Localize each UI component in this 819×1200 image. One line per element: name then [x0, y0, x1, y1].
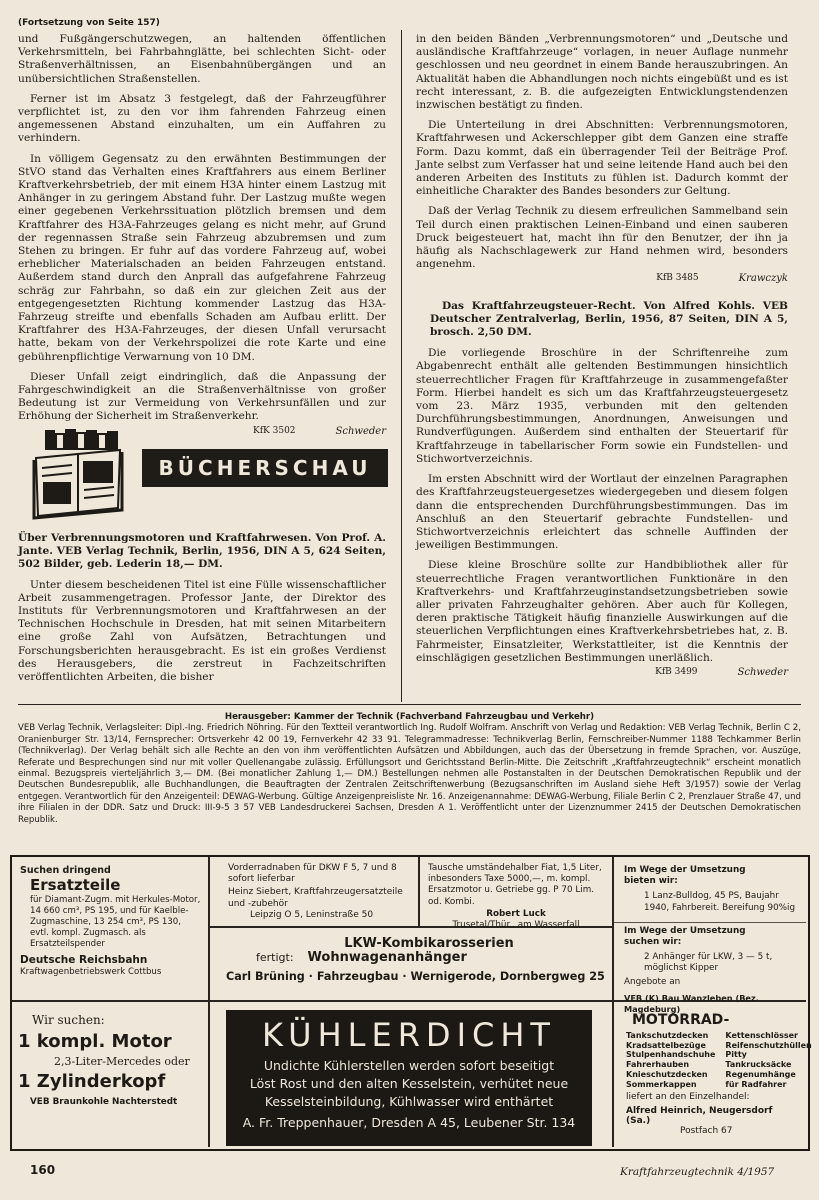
ad-body: für Diamant-Zugm. mit Herkules-Motor, 14 660 cm³, PS 195, und für Kaelble-Zugmaschine, 13 254 cm³, PS 130, evtl. kompl. Zugmasch. als Ersatzteilspender [30, 895, 201, 949]
ad-firm: VEB Braunkohle Nachterstedt [30, 1096, 178, 1107]
ads-divider [418, 857, 420, 926]
ad-vorderradnaben [228, 863, 408, 921]
ad-line: Vorderradnaben für DKW F 5, 7 und 8 sofort lieferbar [228, 863, 397, 885]
signature-name: Schweder [737, 666, 788, 678]
ad-item-columns [626, 1030, 812, 1090]
ad-tausche-fiat [428, 863, 604, 931]
ad-line: Wohnwagenanhänger [307, 950, 467, 966]
left-column [18, 33, 386, 446]
paragraph: Dieser Unfall zeigt eindringlich, daß die Anpassung der Fahrgeschwindigkeit an die Straßenverhältnisse von großer Bedeutung ist zur Vermeidung von Verkehrsunfällen und zur Erhöhung der Sicherheit im Straßenverkehr. [18, 370, 386, 423]
signature-name: Schweder [335, 425, 386, 437]
column-divider [401, 30, 402, 702]
ads-divider [612, 857, 614, 1147]
list-item: Pitty [725, 1050, 747, 1060]
ad-line: Kesselsteinbildung, Kühlwasser wird enthärtet [264, 1094, 554, 1109]
list-item: Reifenschutzhüllen [725, 1040, 812, 1050]
ad-address: Leipzig O 5, Leninstraße 50 [250, 909, 374, 920]
list-item: Sommerkappen [626, 1079, 697, 1089]
section-banner: BÜCHERSCHAU [142, 449, 388, 487]
list-item: Knieschutzdecken [626, 1069, 708, 1079]
paragraph: Ferner ist im Absatz 3 festgelegt, daß der Fahrzeugführer verpflichtet ist, zu den vor ihm fahrenden Fahrzeug einen angemessenen Abstand einzuhalten, um ein Auffahren zu verhindern. [18, 92, 386, 145]
ad-heading: Im Wege der Umsetzung bieten wir: [624, 865, 746, 887]
imprint [18, 712, 801, 826]
signature-code: KfB 3499 [655, 666, 698, 677]
ad-firm: VEB (K) Bau Wanzleben (Bez. Magdeburg) [624, 992, 759, 1015]
ad-line: fertigt: [256, 951, 294, 965]
ad-line: Suchen dringend [20, 865, 111, 876]
ad-line: 1 Zylinderkopf [18, 1070, 166, 1092]
ad-ersatzteile [20, 865, 202, 978]
list-item: Kettenschlösser [725, 1030, 798, 1040]
list-item: für Radfahrer [725, 1079, 787, 1089]
list-item: Tankschutzdecken [626, 1030, 709, 1040]
ad-body: 1 Lanz-Bulldog, 45 PS, Baujahr 1940, Fahrbereit. Bereifung 90%ig [644, 891, 796, 913]
ad-item-list [725, 1031, 811, 1090]
signature-code: KfK 3502 [252, 425, 296, 436]
ad-item-list [626, 1031, 715, 1090]
ad-address: Kraftwagenbetriebswerk Cottbus [20, 966, 162, 977]
journal-name: Kraftfahrzeugtechnik 4/1957 [620, 1166, 775, 1178]
right-column [416, 33, 788, 687]
list-item: Stulpenhandschuhe [626, 1050, 716, 1060]
ad-kuehlerdicht [226, 1010, 592, 1146]
ad-line: A. Fr. Treppenhauer, Dresden A 45, Leubener Str. 134 [242, 1115, 576, 1130]
paragraph: in den beiden Bänden „Verbrennungsmotoren“ und „Deutsche und ausländische Kraftfahrzeuge“ vorlagen, in neuer Auflage nunmehr geschlossen und neu geordnet in einem Bande herauszubringen. An Aktualität haben die Abhandlungen noch nichts eingebüßt und es ist recht interessant, z. B. die aufgezeigten Entwicklungstendenzen inzwischen bestätigt zu finden. [416, 33, 788, 112]
signature [416, 666, 788, 679]
ad-kombikarosserien [214, 938, 608, 983]
paragraph: Die vorliegende Broschüre in der Schriftenreihe zum Abgabenrecht enthält alle geltenden Bestimmungen hinsichtlich steuerrechtlicher Fragen für Kraftfahrzeuge in zusammengefaßter Form. Hierbei handelt es sich um das Kraftfahrzeugsteuergesetz vom 23. März 1935, verbunden mit den geltenden Durchführungsbestimmungen, Anordnungen, Anweisungen und Rundverfügungen. Außerdem sind enthalten der Steuertarif für Kraftfahrzeuge in tabellarischer Form sowie ein Fundstellen- und Stichwortverzeichnis. [416, 347, 788, 465]
ad-address: Trusetal/Thür., am Wasserfall [452, 920, 580, 931]
paragraph: Im ersten Abschnitt wird der Wortlaut der einzelnen Paragraphen des Kraftfahrzeugsteuergesetzes wiedergegeben und diesem folgen dann die entsprechenden Durchführungsbestimmungen. Das im Anschluß an den Steuertarif gebrachte Fundstellen- und Stichwortverzeichnis erleichtert das schnelle Auffinden der jeweiligen Bestimmungen. [416, 473, 788, 552]
ad-firm: Heinz Siebert, Kraftfahrzeugersatzteile und -zubehör [228, 887, 403, 909]
list-item: Tankrucksäcke [725, 1060, 792, 1070]
paragraph: Unter diesem bescheidenen Titel ist eine Fülle wissenschaftlicher Arbeit zusammengetragen. Professor Jante, der Direktor des Instituts für Verbrennungsmotoren und Kraftfahrwesen an der Technischen Hochschule in Dresden, hat mit seinen Mitarbeitern eine große Zahl von Aufsätzen, Betrachtungen und Forschungsberichten herausgebracht. Es ist ein großes Verdienst des Herausgebers, die zerstreut in Fachzeitschriften veröffentlichten Arbeiten, die bisher [18, 578, 386, 684]
signature-code: KfB 3485 [656, 273, 699, 284]
ad-address: Postfach 67 [680, 1125, 733, 1136]
ad-motorrad [626, 1012, 812, 1137]
ad-row [214, 950, 608, 966]
ad-umsetzung [624, 865, 796, 1015]
ad-heading: Im Wege der Umsetzung suchen wir: [624, 925, 746, 948]
ad-line: Carl Brüning · Fahrzeugbau · Wernigerode, Dornbergweg 25 [226, 970, 605, 984]
paragraph: In völligem Gegensatz zu den erwähnten Bestimmungen der StVO stand das Verhalten eines Kraftfahrers aus einem Berliner Kraftverkehrsbetrieb, der mit einem H3A hinter einem Lastzug mit Anhänger in zu geringem Abstand fuhr. Der Lastzug mußte wegen einer gegebenen Verkehrssituation plötzlich bremsen und dem Kraftfahrer des H3A-Fahrzeuges gelang es nicht mehr, auf Grund der regennassen Straße sein Fahrzeug abzubremsen und zum Stehen zu bringen. Er fuhr auf das vordere Fahrzeug auf, wobei erheblicher Materialschaden an beiden Fahrzeugen entstand. Außerdem stand durch den Anprall das aufgefahrene Fahrzeug schräg zur Fahrbahn, so daß ein zur gleichen Zeit aus der entgegengesetzten Richtung kommender Lastzug das H3A-Fahrzeug streifte und ebenfalls Schaden am Aufbau erlitt. Der Kraftfahrer des H3A-Fahrzeuges, der diesen Unfall verursacht hatte, bekam von der Verkehrspolizei die rote Karte und eine gebührenpflichtige Verwarnung von 10 DM. [18, 152, 386, 363]
ad-firm: Alfred Heinrich, Neugersdorf (Sa.) [626, 1106, 773, 1127]
list-item: Regenumhänge [725, 1069, 796, 1079]
ad-line: Undichte Kühlerstellen werden sofort beseitigt [263, 1058, 555, 1073]
ad-line: 1 kompl. Motor [18, 1031, 172, 1053]
book-heading: Über Verbrennungsmotoren und Kraftfahrwesen. Von Prof. A. Jante. VEB Verlag Technik, Berlin, 1956, DIN A 5, 624 Seiten, 502 Bilder, geb. Lederin 18,— DM. [18, 532, 386, 571]
book-illustration [30, 428, 126, 520]
left-column-book-review [18, 532, 386, 691]
ad-line: 2,3-Liter-Mercedes oder [54, 1055, 190, 1069]
ad-line: Löst Rost und den alten Kesselstein, verhütet neue [249, 1076, 569, 1091]
ad-line: liefert an den Einzelhandel: [626, 1091, 750, 1102]
book-heading: Das Kraftfahrzeugsteuer-Recht. Von Alfred Kohls. VEB Deutscher Zentralverlag, Berlin, 1956, 87 Seiten, DIN A 5, brosch. 2,50 DM. [430, 299, 788, 339]
ad-name: Robert Luck [486, 908, 546, 919]
imprint-rule [18, 704, 801, 705]
page-number: 160 [30, 1163, 56, 1177]
ads-divider [208, 857, 210, 1147]
imprint-heading: Herausgeber: Kammer der Technik (Fachverband Fahrzeugbau und Verkehr) [224, 712, 595, 722]
list-item: Fahrerhauben [626, 1060, 690, 1070]
list-item: Kradsattelbezüge [626, 1040, 706, 1050]
paragraph: und Fußgängerschutzwegen, an haltenden öffentlichen Verkehrsmitteln, bei Fahrbahnglätte, bei schlechten Sicht- oder Straßenverhältnissen, an Eisenbahnübergängen und an unübersichtlichen Straßenstellen. [18, 33, 386, 85]
ad-wir-suchen [18, 1015, 204, 1108]
signature-name: Krawczyk [738, 273, 788, 285]
imprint-body: VEB Verlag Technik, Verlagsleiter: Dipl.-Ing. Friedrich Nöhring. Für den Textteil verantwortlich Ing. Rudolf Wolfram. Anschrift von Verlag und Redaktion: VEB Verlag Technik, Berlin C 2, Oranienburger Str. 13/14, Fernsprecher: Ortsverkehr 42 00 19, Fernverkehr 42 33 91. Telegrammadresse: Technikverlag Berlin, Fernschreiber-Nummer 1188 Techkammer Berlin (Technikverlag). Der Verlag behält sich alle Rechte an den von ihm veröffentlichten Aufsätzen und Abbildungen, auch das der Übersetzung in fremde Sprachen, vor. Auszüge, Referate und Besprechungen sind nur mit voller Quellenangabe zulässig. Erfüllungsort und Gerichtsstand Berlin-Mitte. Die Zeitschrift „Kraftfahrzeugtechnik“ erscheint monatlich einmal. Bezugspreis vierteljährlich 3,— DM. (Bei monatlicher Zahlung 1,— DM.) Bestellungen nehmen alle Postanstalten in der Deutschen Demokratischen Republik und der Deutschen Bundesrepublik, alle Buchhandlungen, die Beauftragten der Zentralen Zeitschriftenwerbung (Bezugsanschriften im Ausland siehe Heft 3/1957) sowie der Verlag entgegen. Verantwortlich für den Anzeigenteil: DEWAG-Werbung. Gültige Anzeigenpreisliste Nr. 16. Anzeigenannahme: DEWAG-Werbung, Filiale Berlin C 2, Prenzlauer Straße 47, und ihre Filialen in der DDR. Satz und Druck: III-9-5 3 57 VEB Landesdruckerei Sachsen, Dresden A 1. Veröffentlicht unter der Lizenznummer 2415 der Deutschen Demokratischen Republik. [18, 723, 801, 825]
paragraph: Die Unterteilung in drei Abschnitten: Verbrennungsmotoren, Kraftfahrwesen und Ackerschlepper gibt dem Ganzen eine straffe Form. Dazu kommt, daß ein überragender Teil der Beiträge Prof. Jante selbst zum Verfasser hat und seine leitende Hand auch bei den anderen Arbeiten des Instituts zu fühlen ist. Dadurch kommt der einheitliche Charakter des Bandes besonders zur Geltung. [416, 119, 788, 198]
signature [416, 272, 788, 285]
ad-title: KÜHLERDICHT [262, 1016, 556, 1054]
ad-line: Angebote an [624, 976, 681, 987]
paragraph: Daß der Verlag Technik zu diesem erfreulichen Sammelband sein Teil durch einen praktischen Leinen-Einband und einen sauberen Druck beigesteuert hat, macht ihn für den Benutzer, der ihn ja häufig als Nachschlagewerk zur Hand nehmen wird, besonders angenehm. [416, 205, 788, 271]
continuation-note: (Fortsetzung von Seite 157) [18, 18, 160, 28]
ad-body: Tausche umständehalber Fiat, 1,5 Liter, inbesonders Taxe 5000,—, m. kompl. Ersatzmotor u. Getriebe gg. P 70 Lim. od. Kombi. [428, 863, 602, 907]
ad-title: Ersatzteile [30, 876, 121, 895]
ad-firm: Deutsche Reichsbahn [20, 954, 148, 967]
ad-body: 2 Anhänger für LKW, 3 — 5 t, möglichst Kipper [644, 952, 773, 974]
ad-line: Wir suchen: [32, 1013, 105, 1027]
paragraph: Diese kleine Broschüre sollte zur Handbibliothek aller für steuerrechtliche Fragen verantwortlichen Funktionäre in den Kraftverkehrs- und Kraftfahrzeuginstandsetzungsbetrieben sowie aller privaten Fahrzeughalter gehören. Aber auch für Kollegen, deren praktische Tätigkeit häufig finanzielle Auswirkungen auf die steuerlichen Verpflichtungen eines Kraftverkehrsbetriebes hat, z. B. Fahrmeister, Einsatzleiter, Werkstattleiter, ist die Kenntnis der einschlägigen gesetzlichen Bestimmungen unerläßlich. [416, 559, 788, 664]
ad-line: LKW-Kombikarosserien [344, 936, 514, 951]
ad-title: MOTORRAD- [632, 1012, 730, 1028]
